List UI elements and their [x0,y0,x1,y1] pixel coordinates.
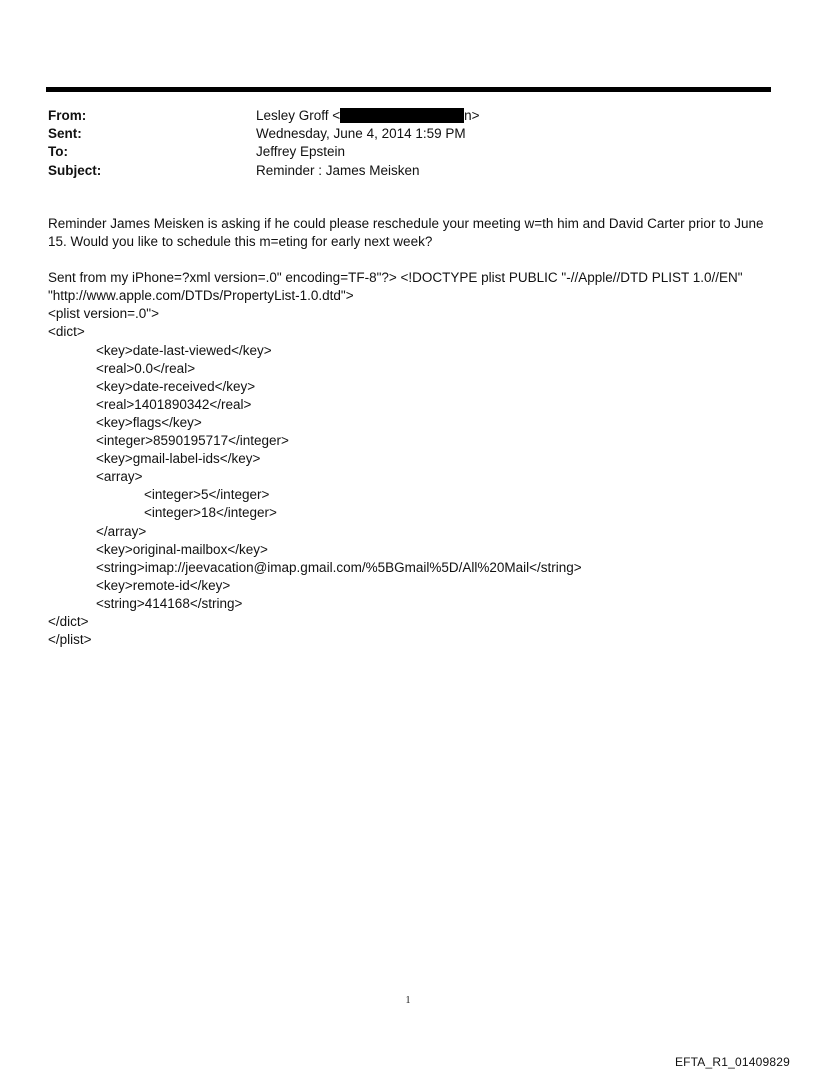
code-line: <integer>5</integer> [144,487,270,503]
from-label: From: [48,108,87,123]
page-number: 1 [405,995,411,1006]
code-line: <plist version=.0"> [48,306,159,322]
code-line: <integer>18</integer> [144,505,277,521]
email-body [48,215,768,649]
sent-label: Sent: [48,126,82,142]
subject-label: Subject: [48,162,102,178]
subject-row [48,162,480,180]
sent-row [48,125,480,143]
code-line: <key>date-received</key> [96,378,256,394]
from-value [256,107,480,125]
from-row [48,107,480,125]
email-header [48,107,480,180]
plist-code-block [48,269,768,649]
code-line: Sent from my iPhone=?xml version=.0" encoding=TF-8"?> <!DOCTYPE plist PUBLIC "-//Apple//DTD PLIST 1.0//EN" [48,270,743,286]
body-paragraph: Reminder James Meisken is asking if he could please reschedule your meeting w=th him and David Carter prior to June 15. Would you like to schedule this m=eting for early next week? [48,216,764,250]
from-suffix: n> [464,108,480,123]
code-line: <key>date-last-viewed</key> [96,342,272,358]
code-line: <string>imap://jeevacation@imap.gmail.com/%5BGmail%5D/All%20Mail</string> [96,559,582,575]
sent-value: Wednesday, June 4, 2014 1:59 PM [256,126,466,142]
subject-value: Reminder : James Meisken [256,162,420,178]
code-line: <string>414168</string> [96,595,243,611]
from-name: Lesley Groff < [256,108,341,123]
code-line: <key>flags</key> [96,414,202,430]
code-line: <array> [96,469,143,485]
code-line: <key>original-mailbox</key> [96,541,268,557]
code-line: "http://www.apple.com/DTDs/PropertyList-1.0.dtd"> [48,288,354,304]
code-line: <key>gmail-label-ids</key> [96,451,261,467]
to-label: To: [48,144,68,160]
header-divider [46,87,771,92]
code-line: <key>remote-id</key> [96,577,231,593]
code-line: </array> [96,523,147,539]
to-row [48,143,480,161]
code-line: </dict> [48,613,89,629]
code-line: <real>0.0</real> [96,360,196,376]
code-line: </plist> [48,632,92,648]
bates-number: EFTA_R1_01409829 [674,1055,790,1069]
to-value: Jeffrey Epstein [256,144,346,160]
redaction-block [340,108,464,123]
code-line: <real>1401890342</real> [96,396,252,412]
code-line: <integer>8590195717</integer> [96,433,289,449]
code-line: <dict> [48,324,85,340]
